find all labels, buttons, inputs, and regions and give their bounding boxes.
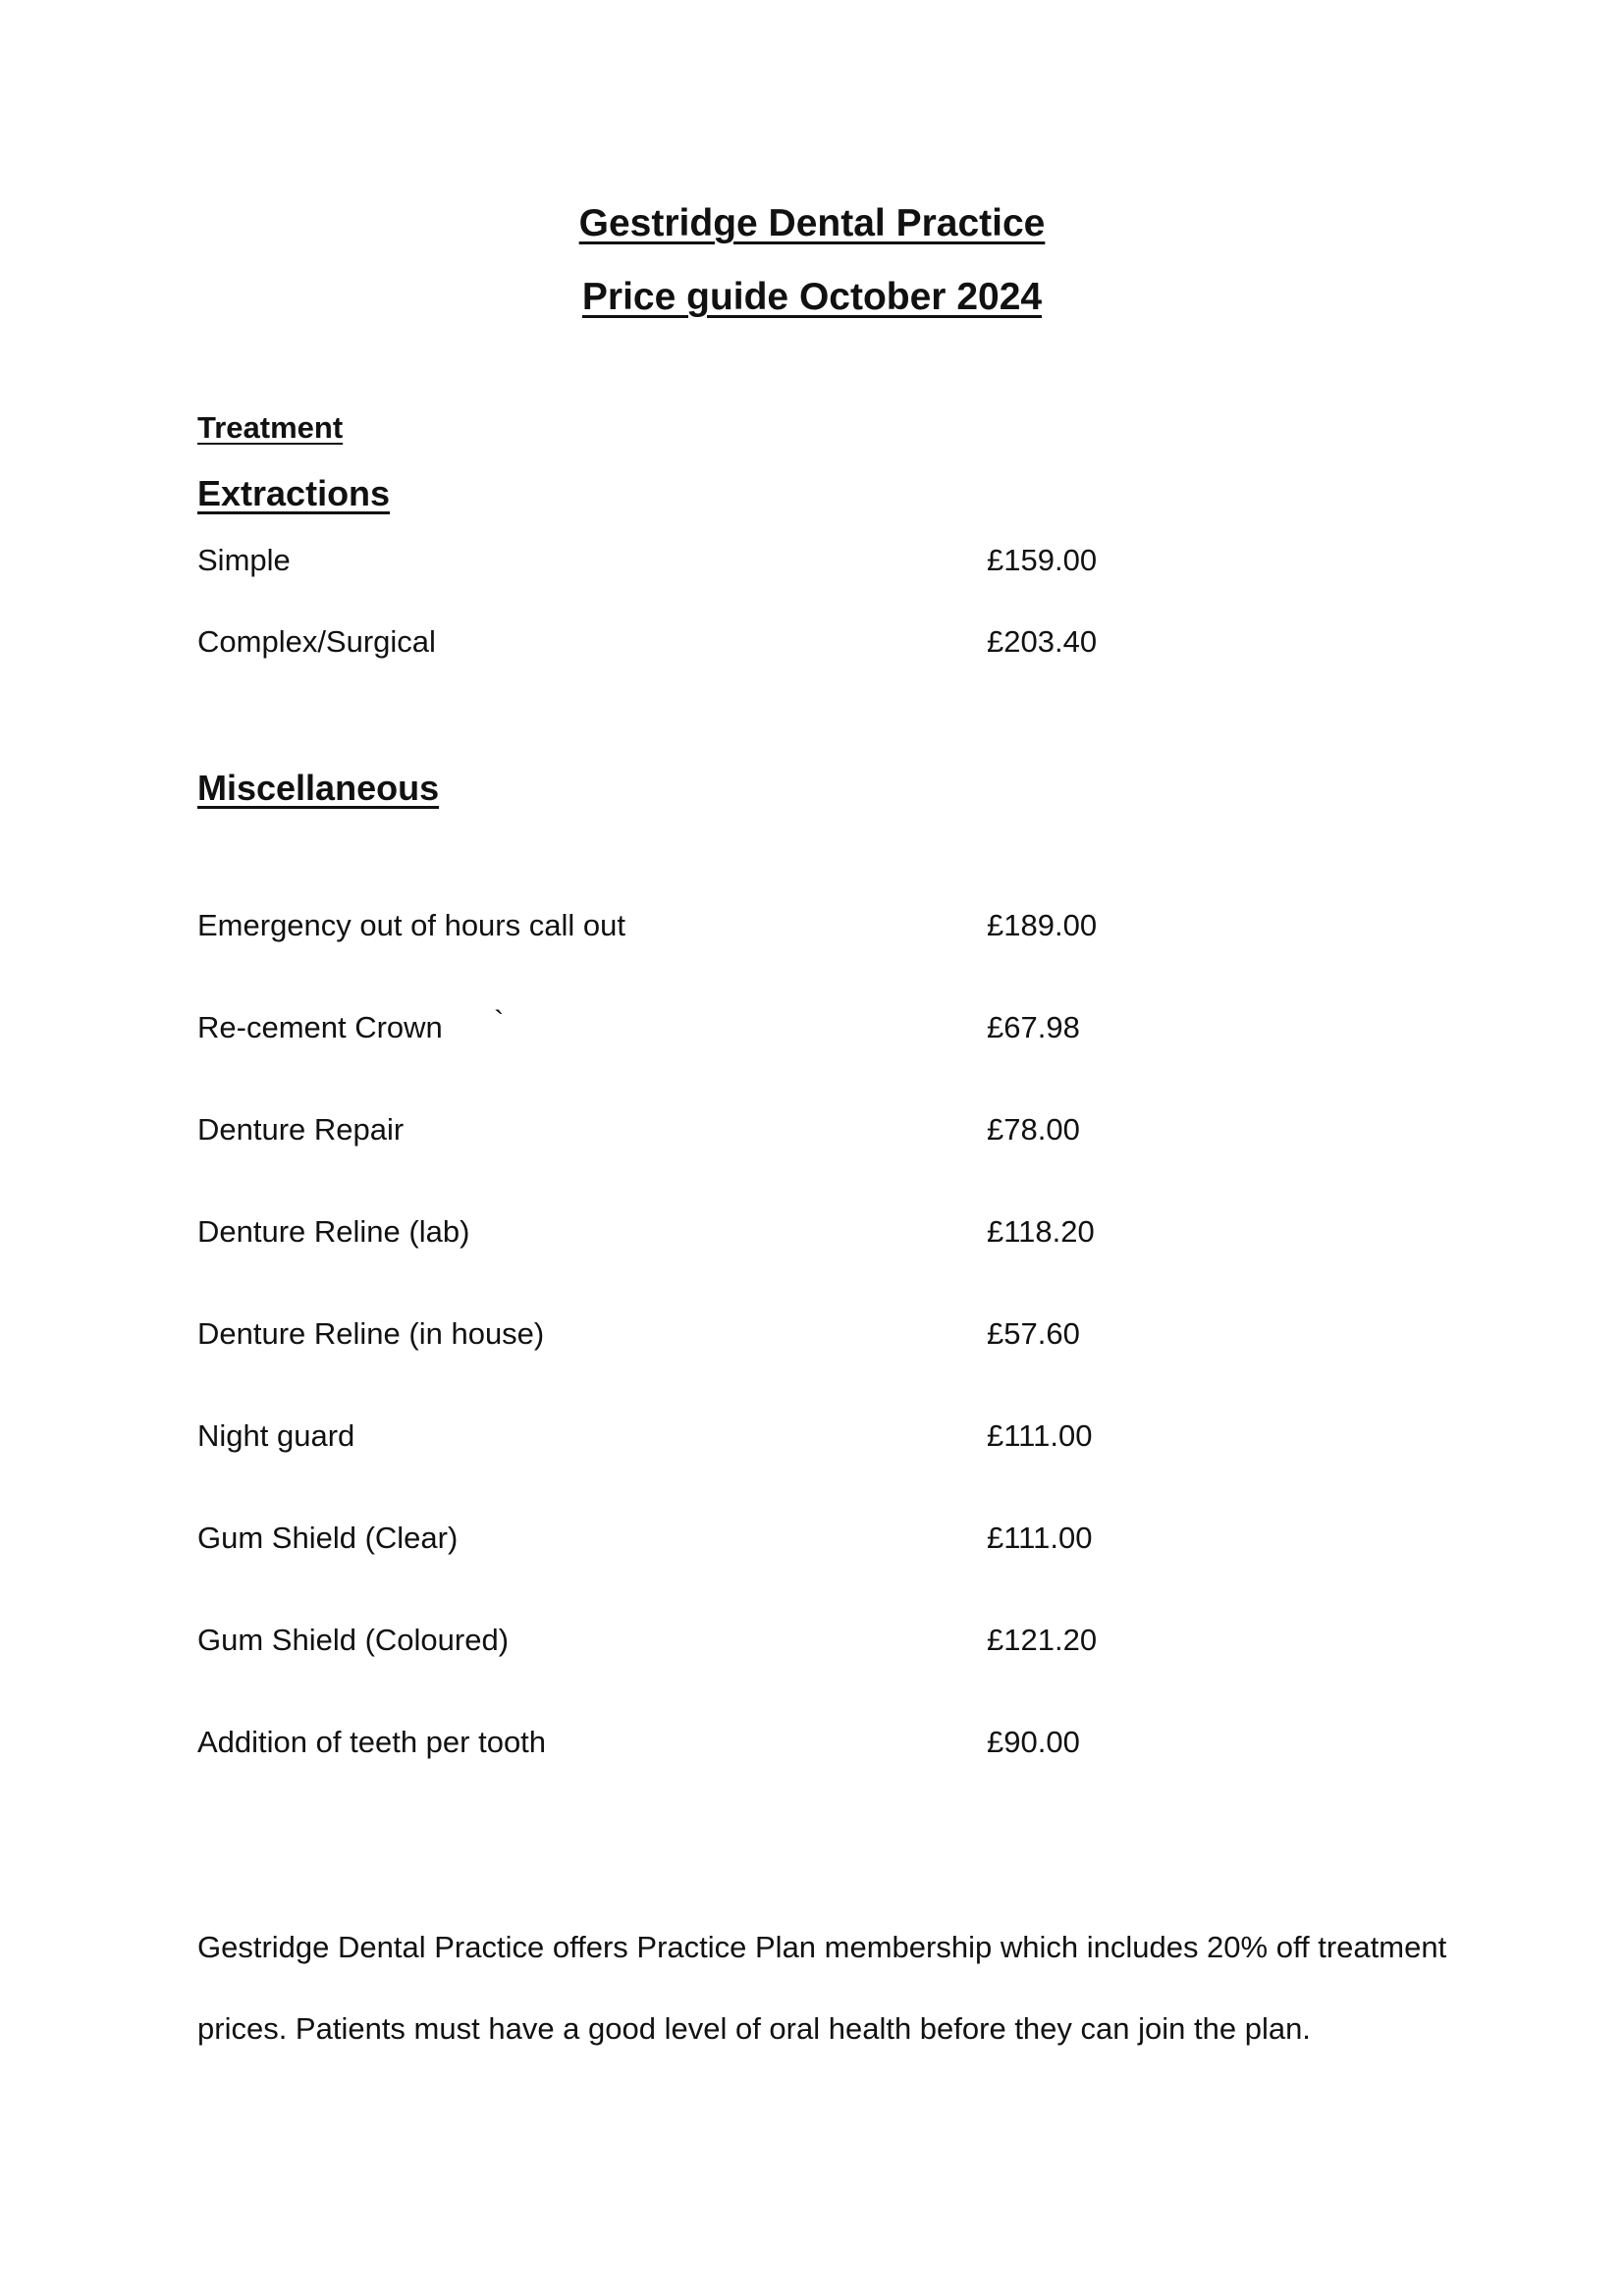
- page-title: [0, 200, 1624, 247]
- price-row: [197, 1621, 1474, 1660]
- treatment-name: Denture Reline (lab): [197, 1214, 470, 1249]
- section-heading-extractions: Extractions: [197, 473, 391, 513]
- treatment-price: £189.00: [987, 908, 1098, 942]
- price-row: [197, 1723, 1474, 1762]
- treatment-name: Night guard: [197, 1418, 355, 1453]
- treatment-name: Emergency out of hours call out: [197, 908, 625, 942]
- treatment-name: Addition of teeth per tooth: [197, 1725, 547, 1759]
- treatment-price: £111.00: [987, 1418, 1093, 1453]
- treatment-price: £90.00: [987, 1725, 1080, 1759]
- treatment-name: Denture Reline (in house): [197, 1316, 545, 1351]
- treatment-price: £78.00: [987, 1112, 1080, 1147]
- treatment-name: Complex/Surgical: [197, 624, 436, 659]
- treatment-name: Simple: [197, 543, 291, 577]
- section-heading-miscellaneous: Miscellaneous: [197, 768, 440, 808]
- treatment-name: Gum Shield (Clear): [197, 1521, 459, 1555]
- treatment-price: £111.00: [987, 1521, 1093, 1555]
- page-subtitle: [0, 274, 1624, 321]
- treatment-label: Treatment: [197, 410, 344, 445]
- treatment-price: £67.98: [987, 1010, 1080, 1044]
- treatment-price: £118.20: [987, 1214, 1095, 1249]
- price-row: [197, 1519, 1474, 1558]
- price-guide-date: Price guide October 2024: [581, 276, 1043, 318]
- treatment-price: £159.00: [987, 543, 1098, 577]
- practice-plan-note-line-2: prices. Patients must have a good level of oral health before they can join the plan.: [197, 2011, 1311, 2046]
- price-row: [197, 1110, 1474, 1149]
- price-row: [197, 1416, 1474, 1456]
- price-row: [197, 1314, 1474, 1354]
- treatment-price: £121.20: [987, 1623, 1098, 1657]
- treatment-name: Re-cement Crown: [197, 1010, 443, 1044]
- price-row: [197, 622, 1474, 662]
- stray-backtick-mark: `: [494, 1004, 505, 1039]
- treatment-price: £57.60: [987, 1316, 1080, 1351]
- treatment-name: Denture Repair: [197, 1112, 405, 1147]
- price-row: [197, 906, 1474, 945]
- price-row: [197, 1212, 1474, 1252]
- treatment-price: £203.40: [987, 624, 1098, 659]
- practice-plan-note-line-1: Gestridge Dental Practice offers Practice Plan membership which includes 20% off treatment: [197, 1930, 1447, 1964]
- price-row: [197, 1004, 1474, 1047]
- price-row: [197, 541, 1474, 580]
- treatment-name: Gum Shield (Coloured): [197, 1623, 510, 1657]
- practice-name: Gestridge Dental Practice: [578, 202, 1046, 244]
